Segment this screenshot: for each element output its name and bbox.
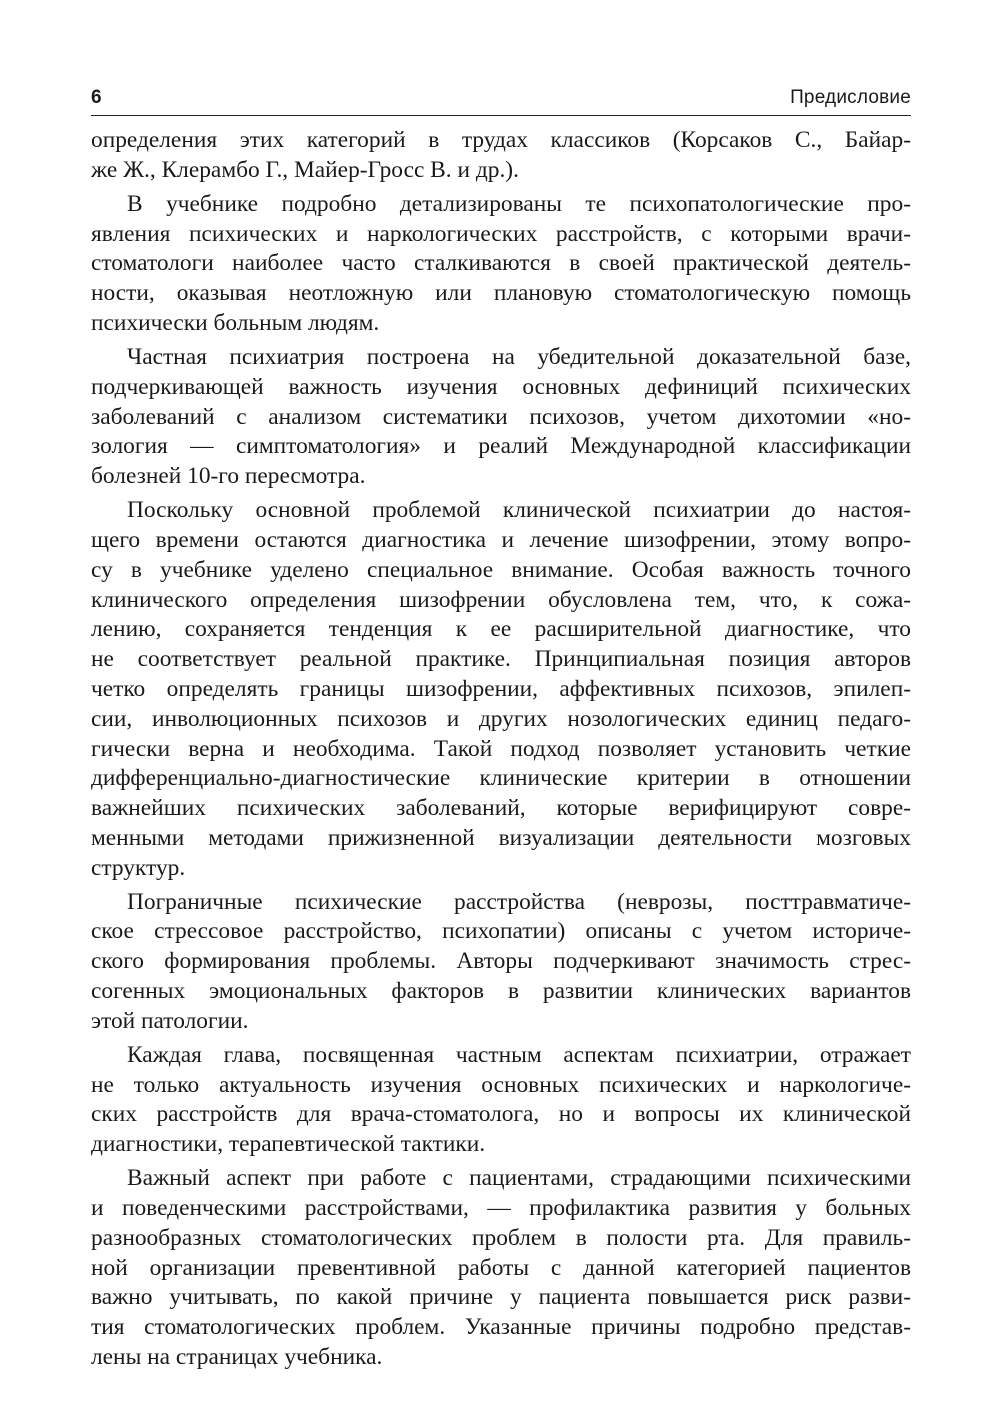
text-line: важно учитывать, по какой причине у пациента повышается риск разви-: [91, 1284, 911, 1311]
text-line: важнейших психических заболеваний, которые верифицируют совре-: [91, 795, 911, 822]
book-page: [91, 84, 911, 1377]
text-line: не соответствует реальной практике. Принципиальная позиция авторов: [91, 646, 911, 673]
text-line: ского формирования проблемы. Авторы подчеркивают значимость стрес-: [91, 948, 911, 975]
text-line: щего времени остаются диагностика и лечение шизофрении, этому вопро-: [91, 526, 911, 553]
section-title: Предисловие: [790, 87, 911, 108]
text-line: согенных эмоциональных факторов в развитии клинических вариантов: [91, 978, 911, 1005]
text-line: же Ж., Клерамбо Г., Майер-Гросс В. и др.).: [91, 156, 519, 183]
text-line: гически верна и необходима. Такой подход позволяет установить четкие: [91, 735, 911, 762]
text-line: дифференциально-диагностические клинические критерии в отношении: [91, 765, 911, 792]
text-line: ских расстройств для врача-стоматолога, но и вопросы их клинической: [91, 1101, 911, 1128]
text-line: подчеркивающей важность изучения основных дефиниций психических: [91, 373, 911, 400]
running-header: [91, 84, 911, 116]
text-line: стоматологи наиболее часто сталкиваются в своей практической деятель-: [91, 250, 911, 277]
text-line: су в учебнике уделено специальное внимание. Особая важность точного: [91, 556, 911, 583]
text-line: Пограничные психические расстройства (неврозы, посттравматиче-: [127, 888, 911, 915]
text-line: Важный аспект при работе с пациентами, страдающими психическими: [127, 1165, 911, 1192]
text-line: клинического определения шизофрении обусловлена тем, что, к сожа-: [91, 586, 911, 613]
paragraph: [91, 126, 911, 186]
text-line: лению, сохраняется тенденция к ее расширительной диагностике, что: [91, 616, 911, 643]
body-text: [91, 126, 911, 1373]
text-line: болезней 10-го пересмотра.: [91, 463, 366, 490]
page-number: 6: [91, 87, 102, 108]
text-line: психически больным людям.: [91, 309, 380, 336]
text-line: ское стрессовое расстройство, психопатии) описаны с учетом историче-: [91, 918, 911, 945]
text-line: Поскольку основной проблемой клинической психиатрии до настоя-: [127, 497, 911, 524]
paragraph: [91, 1164, 911, 1373]
text-line: тия стоматологических проблем. Указанные причины подробно представ-: [91, 1314, 911, 1341]
paragraph: [91, 496, 911, 883]
text-line: и поведенческими расстройствами, — профилактика развития у больных: [91, 1195, 911, 1222]
text-line: менными методами прижизненной визуализации деятельности мозговых: [91, 824, 911, 851]
text-line: четко определять границы шизофрении, аффективных психозов, эпилеп-: [91, 675, 911, 702]
text-line: ности, оказывая неотложную или плановую стоматологическую помощь: [91, 280, 911, 307]
paragraph: [91, 1041, 911, 1160]
text-line: ной организации превентивной работы с данной категорией пациентов: [91, 1254, 911, 1281]
text-line: Каждая глава, посвященная частным аспектам психиатрии, отражает: [127, 1041, 911, 1068]
text-line: В учебнике подробно детализированы те психопатологические про-: [127, 190, 911, 217]
text-line: зология — симптоматология» и реалий Международной классификации: [91, 433, 911, 460]
text-line: разнообразных стоматологических проблем в полости рта. Для правиль-: [91, 1224, 911, 1251]
text-line: этой патологии.: [91, 1007, 249, 1034]
text-line: не только актуальность изучения основных психических и наркологиче-: [91, 1071, 911, 1098]
text-line: структур.: [91, 854, 186, 881]
text-line: сии, инволюционных психозов и других нозологических единиц педаго-: [91, 705, 911, 732]
paragraph: [91, 343, 911, 492]
paragraph: [91, 888, 911, 1037]
text-line: Частная психиатрия построена на убедительной доказательной базе,: [127, 343, 911, 370]
text-line: определения этих категорий в трудах классиков (Корсаков С., Байар-: [91, 127, 911, 153]
text-line: лены на страницах учебника.: [91, 1344, 383, 1370]
paragraph: [91, 190, 911, 339]
text-line: заболеваний с анализом систематики психозов, учетом дихотомии «но-: [91, 403, 911, 430]
text-line: диагностики, терапевтической тактики.: [91, 1131, 486, 1158]
text-line: явления психических и наркологических расстройств, с которыми врачи-: [91, 220, 911, 247]
